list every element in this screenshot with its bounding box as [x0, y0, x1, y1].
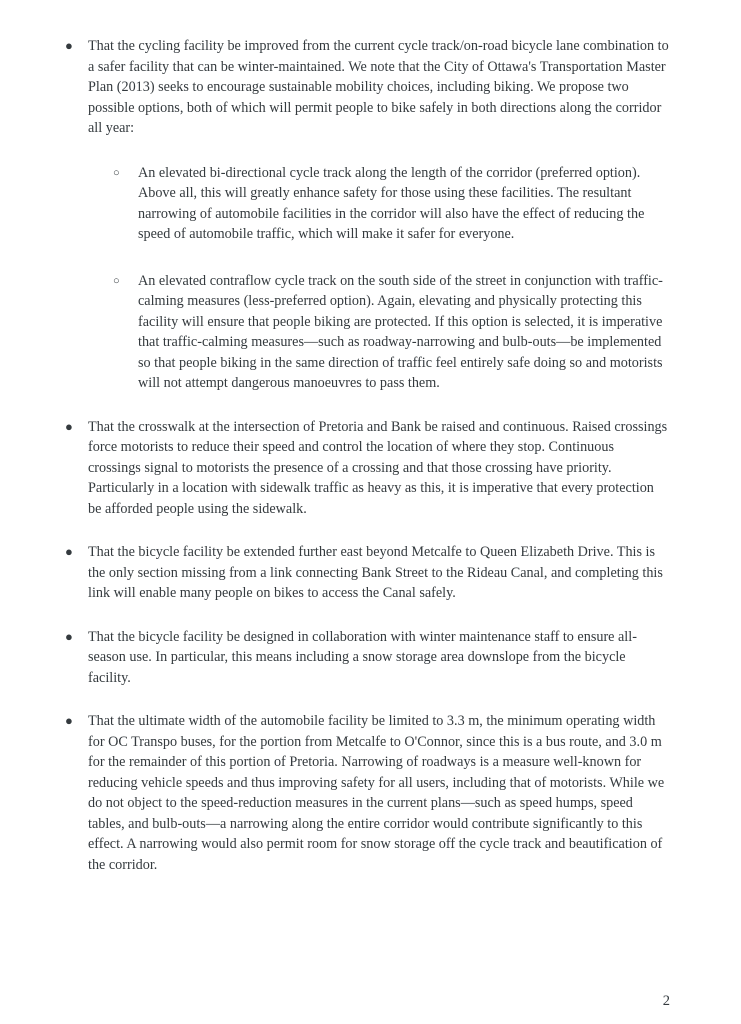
bullet-marker: ● [65, 713, 73, 728]
page-number: 2 [662, 992, 670, 1009]
bullet-item-extend-east [65, 542, 671, 604]
bullet-list [65, 36, 671, 875]
bullet-item-cycling-facility [65, 36, 671, 394]
bullet-body [88, 36, 669, 394]
bullet-text: That the cycling facility be improved from the current cycle track/on-road bicycle lane combination to a safer facility that can be winter-maintained. We note that the City of Ottawa's Transportation Master Plan (2013) seeks to encourage sustainable mobility choices, including biking. We propose two possible options, both of which will permit people to bike safely in both directions along the corridor all year: [88, 38, 669, 136]
bullet-text: That the bicycle facility be designed in collaboration with winter maintenance staff to ensure all-season use. In particular, this means including a snow storage area downslope from the bicycle facility. [88, 628, 637, 686]
sub-bullet-marker: ○ [113, 166, 120, 179]
bullet-text: That the crosswalk at the intersection of Pretoria and Bank be raised and continuous. Raised crossings force motorists to reduce their speed and control the location of where they stop. Continuous crossings signal to motorists the presence of a crossing and that those crossing have priority. Particularly in a location with sidewalk traffic as heavy as this, it is imperative that every protection be afforded people using the sidewalk. [88, 418, 668, 517]
bullet-body [88, 711, 669, 875]
sub-bullet-list [88, 163, 669, 394]
sub-bullet-text: An elevated contraflow cycle track on the south side of the street in conjunction with traffic-calming measures (less-preferred option). Again, elevating and physically protecting this facility will ensure that people biking are protected. If this option is selected, it is imperative that traffic-calming measures—such as roadway-narrowing and bulb-outs—be implemented so that people biking in the same direction of traffic feel entirely safe doing so and motorists will not attempt dangerous manoeuvres to pass them. [138, 272, 663, 391]
bullet-marker: ● [65, 418, 73, 434]
bullet-marker: ● [65, 544, 73, 559]
sub-bullet-marker: ○ [113, 274, 120, 287]
bullet-marker: ● [65, 38, 73, 53]
bullet-item-winter-maintenance [65, 627, 671, 689]
bullet-body [88, 627, 669, 689]
sub-bullet-item-elevated-bidirectional [113, 163, 669, 245]
bullet-body [88, 417, 669, 520]
bullet-item-roadway-width [65, 711, 671, 875]
sub-bullet-item-elevated-contraflow [113, 271, 669, 394]
document-body [65, 36, 671, 898]
bullet-text: That the bicycle facility be extended further east beyond Metcalfe to Queen Elizabeth Drive. This is the only section missing from a link connecting Bank Street to the Rideau Canal, and completing this link will enable many people on bikes to access the Canal safely. [88, 544, 663, 601]
sub-bullet-text: An elevated bi-directional cycle track along the length of the corridor (preferred option). Above all, this will greatly enhance safety for those using these facilities. The resultant narrowing of automobile facilities in the corridor will also have the effect of reducing the speed of automobile traffic, which will make it safer for everyone. [138, 164, 645, 242]
bullet-marker: ● [65, 628, 73, 644]
bullet-text: That the ultimate width of the automobile facility be limited to 3.3 m, the minimum operating width for OC Transpo buses, for the portion from Metcalfe to O'Connor, since this is a bus route, and 3.0 m for the remainder of this portion of Pretoria. Narrowing of roadways is a measure well-known for reducing vehicle speeds and thus improving safety for all users, including that of motorists. While we do not object to the speed-reduction measures in the current plans—such as speed humps, speed tables, and bulb-outs—a narrowing along the entire corridor would contribute significantly to this effect. A narrowing would also permit room for snow storage off the cycle track and beautification of the corridor. [88, 713, 665, 873]
bullet-body [88, 542, 669, 604]
bullet-item-crosswalk [65, 417, 671, 520]
